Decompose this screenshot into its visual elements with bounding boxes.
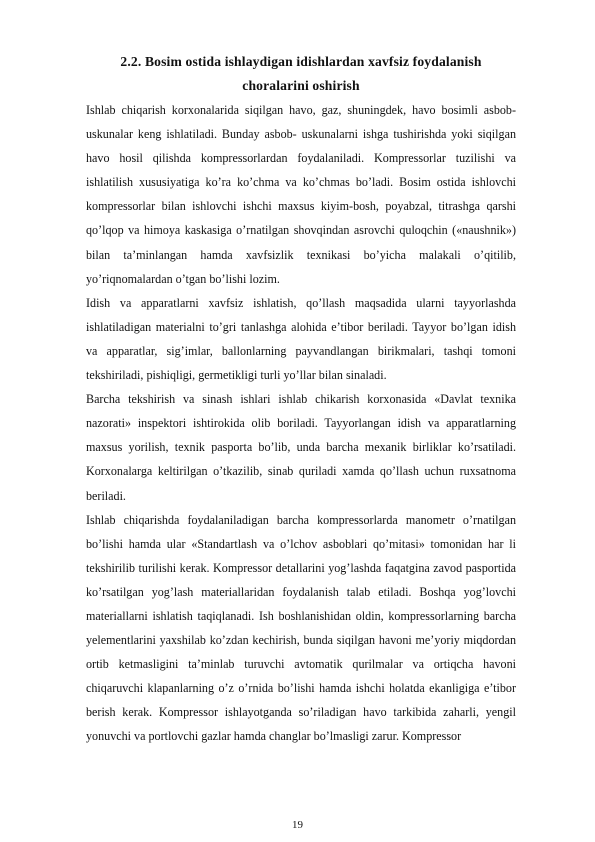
document-page [86, 50, 516, 749]
paragraph-vessel-materials: Idish va apparatlarni xavfsiz ishlatish, qo’llash maqsadida ularni tayyorlashda ishlatiladigan materialni to’gri tanlashga alohida e’tibor beriladi. Tayyor bo’lgan idish va apparatlar, sig’imlar, ballonlarning payvandlangan birikmalari, tashqi tomoni tekshiriladi, pishiqligi, germetikligi turli yo’llar bilan sinaladi. [86, 295, 516, 383]
paragraph-inspection: Barcha tekshirish va sinash ishlari ishlab chikarish korxonasida «Davlat texnika nazorati» inspektori ishtirokida olib boriladi. Tayyorlangan idish va apparatlarning maxsus yorilish, texnik pasporta bo’lib, unda barcha mexanik birliklar ko’rsatiladi. Korxonalarga keltirilgan o’tkazilib, sinab quriladi xamda qo’llash uchun ruxsatnoma beriladi. [86, 392, 516, 503]
page-number: 19 [292, 819, 303, 831]
paragraph-compressors-intro: Ishlab chiqarish korxonalarida siqilgan havo, gaz, shuningdek, havo bosimli asbob-uskunalar keng ishlatiladi. Bunday asbob- uskunalarni ishga tushirishda yoki siqilgan havo hosil qilishda kompressorlardan foydalaniladi. Kompressorlar tuzilishi va ishlatilish xususiyatiga ko’ra ko’chma va ko’chmas bo’ladi. Bosim ostida ishlovchi kompressorlar bilan ishlovchi ishchi maxsus kiyim-bosh, poyabzal, titrashga qarshi qo’lqop va himoya kaskasiga o’rnatilgan shovqindan asrovchi quloqchin («naushnik») bilan ta’minlangan hamda xavfsizlik texnikasi bo’yicha malakali o’qitilib, yo’riqnomalardan o’tgan bo’lishi lozim. [86, 103, 516, 286]
paragraph-manometer-lubrication: Ishlab chiqarishda foydalaniladigan barcha kompressorlarda manometr o’rnatilgan bo’lishi hamda ular «Standartlash va o’lchov asboblari qo’mitasi» tomonidan har li tekshirilib turilishi kerak. Kompressor detallarini yog’lashda faqatgina zavod pasportida ko’rsatilgan yog’lash materiallaridan foydalanish talab etiladi. Boshqa yog’lovchi materiallarni ishlatish taqiqlanadi. Ish boshlanishidan oldin, kompressorlarning barcha yelementlarini yaxshilab ko’zdan kechirish, bunda siqilgan havoni me’yoriy miqdordan ortib ketmasligini ta’minlab turuvchi avtomatik qurilmalar va ortiqcha havoni chiqaruvchi klapanlarning o’z o’rnida bo’lishi hamda ishchi holatda ekanligiga e’tibor berish kerak. Kompressor ishlayotganda so’riladigan havo tarkibida zaharli, yengil yonuvchi va portlovchi gazlar hamda changlar bo’lmasligi zarur. Kompressor [86, 512, 516, 744]
section-title: 2.2. Bosim ostida ishlaydigan idishlardan xavfsiz foydalanish choralarini oshirish [120, 54, 482, 93]
